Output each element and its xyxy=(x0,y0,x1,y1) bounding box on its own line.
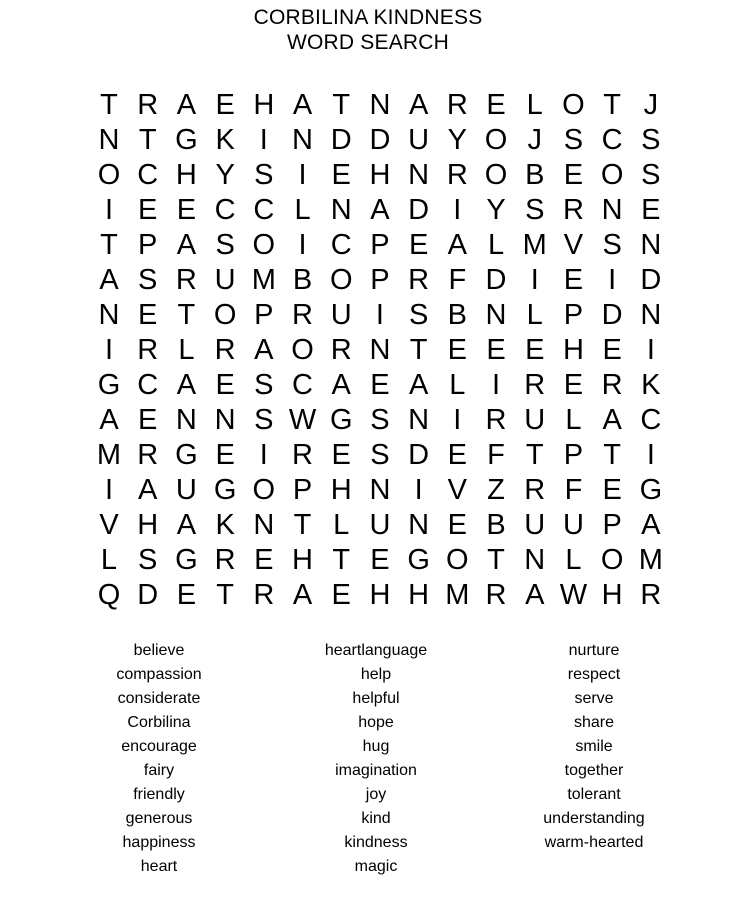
grid-letter[interactable]: U xyxy=(369,509,391,541)
grid-letter[interactable]: I xyxy=(453,194,462,226)
letter-grid xyxy=(94,88,666,613)
grid-letter[interactable]: S xyxy=(641,159,661,191)
grid-letter[interactable]: E xyxy=(447,439,467,471)
grid-letter[interactable]: L xyxy=(487,229,505,261)
grid-letter[interactable]: T xyxy=(603,89,621,121)
grid-letter[interactable]: U xyxy=(524,404,546,436)
grid-letter[interactable]: R xyxy=(292,299,313,331)
grid-letter[interactable]: O xyxy=(600,159,624,191)
grid-letter[interactable]: I xyxy=(259,439,268,471)
grid-letter[interactable]: E xyxy=(254,544,274,576)
grid-row xyxy=(94,543,666,578)
page-title: CORBILINA KINDNESS xyxy=(253,6,483,29)
grid-letter[interactable]: P xyxy=(292,474,313,506)
grid-letter[interactable]: K xyxy=(215,124,235,156)
grid-letter[interactable]: R xyxy=(408,264,430,296)
grid-letter[interactable]: S xyxy=(254,404,274,436)
grid-letter[interactable]: G xyxy=(175,439,198,471)
grid-letter[interactable]: I xyxy=(646,334,655,366)
grid-letter[interactable]: L xyxy=(178,334,195,366)
grid-letter[interactable]: H xyxy=(330,474,352,506)
word-list-item: nurture xyxy=(568,642,620,659)
grid-letter[interactable]: E xyxy=(408,229,429,261)
grid-letter[interactable]: M xyxy=(445,579,470,611)
word-list-item: considerate xyxy=(117,690,201,707)
grid-letter[interactable]: N xyxy=(640,299,662,331)
grid-letter[interactable]: P xyxy=(563,299,584,331)
grid-letter[interactable]: N xyxy=(292,124,313,156)
grid-letter[interactable]: U xyxy=(562,509,584,541)
grid-letter[interactable]: G xyxy=(639,474,663,506)
page-subtitle: WORD SEARCH xyxy=(286,31,450,54)
word-list-item: smile xyxy=(575,738,613,755)
grid-letter[interactable]: A xyxy=(138,474,158,506)
grid-letter[interactable]: M xyxy=(638,544,663,576)
grid-letter[interactable]: Y xyxy=(486,194,506,226)
word-list-item: heart xyxy=(140,858,178,875)
grid-letter[interactable]: W xyxy=(559,579,588,611)
grid-letter[interactable]: C xyxy=(253,194,275,226)
grid-letter[interactable]: A xyxy=(602,404,622,436)
grid-letter[interactable]: A xyxy=(292,89,313,121)
grid-letter[interactable]: E xyxy=(215,369,235,401)
grid-letter[interactable]: R xyxy=(175,264,197,296)
grid-letter[interactable]: R xyxy=(292,439,313,471)
grid-letter[interactable]: E xyxy=(370,369,390,401)
grid-letter[interactable]: C xyxy=(137,159,159,191)
word-list-item: understanding xyxy=(543,810,645,827)
grid-letter[interactable]: S xyxy=(602,229,622,261)
grid-letter[interactable]: P xyxy=(370,264,390,296)
word-list-item: share xyxy=(573,714,615,731)
word-list-item: warm-hearted xyxy=(544,834,644,851)
grid-letter[interactable]: U xyxy=(214,264,236,296)
grid-letter[interactable]: N xyxy=(524,544,546,576)
grid-letter[interactable]: P xyxy=(254,299,274,331)
grid-letter[interactable]: S xyxy=(138,264,158,296)
grid-letter[interactable]: G xyxy=(329,404,353,436)
grid-letter[interactable]: G xyxy=(213,474,237,506)
word-list-item: imagination xyxy=(335,762,417,779)
grid-letter[interactable]: A xyxy=(525,579,545,611)
word-list-item: helpful xyxy=(352,690,400,707)
grid-letter[interactable]: U xyxy=(175,474,197,506)
grid-letter[interactable]: C xyxy=(137,369,159,401)
word-list-item: tolerant xyxy=(567,786,621,803)
word-list-item: fairy xyxy=(143,762,175,779)
grid-letter[interactable]: E xyxy=(138,299,158,331)
grid-letter[interactable]: B xyxy=(292,264,313,296)
grid-letter[interactable]: Y xyxy=(215,159,235,191)
grid-letter[interactable]: A xyxy=(176,509,197,541)
grid-letter[interactable]: I xyxy=(453,404,462,436)
grid-letter[interactable]: O xyxy=(562,89,585,121)
grid-letter[interactable]: N xyxy=(175,404,197,436)
word-list-item: Corbilina xyxy=(127,714,191,731)
grid-letter[interactable]: B xyxy=(486,509,506,541)
grid-row xyxy=(94,333,666,368)
grid-row xyxy=(94,578,666,613)
word-list-item: magic xyxy=(354,858,398,875)
grid-letter[interactable]: E xyxy=(602,334,622,366)
grid-letter[interactable]: N xyxy=(408,509,430,541)
grid-letter[interactable]: A xyxy=(447,229,467,261)
grid-letter[interactable]: O xyxy=(291,334,314,366)
grid-letter[interactable]: I xyxy=(259,124,268,156)
word-list-item: hug xyxy=(362,738,390,755)
grid-letter[interactable]: S xyxy=(525,194,545,226)
grid-letter[interactable]: E xyxy=(486,334,506,366)
grid-letter[interactable]: F xyxy=(564,474,583,506)
grid-letter[interactable]: A xyxy=(331,369,351,401)
grid-letter[interactable]: S xyxy=(408,299,429,331)
grid-letter[interactable]: N xyxy=(369,89,391,121)
grid-row xyxy=(94,473,666,508)
word-list-item: friendly xyxy=(133,786,185,803)
grid-letter[interactable]: A xyxy=(99,264,119,296)
grid-letter[interactable]: L xyxy=(449,369,466,401)
grid-letter[interactable]: E xyxy=(486,89,506,121)
grid-letter[interactable]: A xyxy=(176,89,197,121)
grid-letter[interactable]: O xyxy=(446,544,469,576)
grid-letter[interactable]: A xyxy=(370,194,390,226)
grid-letter[interactable]: T xyxy=(293,509,312,541)
grid-letter[interactable]: S xyxy=(254,159,274,191)
grid-letter[interactable]: R xyxy=(524,474,546,506)
grid-letter[interactable]: G xyxy=(175,544,198,576)
grid-letter[interactable]: U xyxy=(408,124,430,156)
grid-letter[interactable]: W xyxy=(288,404,317,436)
grid-letter[interactable]: D xyxy=(369,124,391,156)
grid-letter[interactable]: J xyxy=(643,89,659,121)
grid-letter[interactable]: R xyxy=(640,579,662,611)
grid-letter[interactable]: I xyxy=(646,439,655,471)
grid-letter[interactable]: A xyxy=(176,369,197,401)
word-list-column-2 xyxy=(276,639,476,879)
word-list-item: hope xyxy=(358,714,394,731)
grid-letter[interactable]: N xyxy=(253,509,275,541)
word-list-item: generous xyxy=(125,810,193,827)
grid-letter[interactable]: T xyxy=(216,579,234,611)
grid-letter[interactable]: E xyxy=(447,334,467,366)
grid-letter[interactable]: H xyxy=(292,544,313,576)
grid-letter[interactable]: P xyxy=(370,229,390,261)
grid-letter[interactable]: T xyxy=(138,124,157,156)
grid-letter[interactable]: N xyxy=(369,474,391,506)
grid-letter[interactable]: E xyxy=(138,404,158,436)
grid-letter[interactable]: A xyxy=(292,579,313,611)
grid-letter[interactable]: M xyxy=(251,264,276,296)
grid-row xyxy=(94,438,666,473)
grid-letter[interactable]: I xyxy=(298,159,307,191)
grid-letter[interactable]: L xyxy=(100,544,118,576)
grid-letter[interactable]: N xyxy=(98,299,120,331)
word-list-item: kind xyxy=(361,810,391,827)
grid-letter[interactable]: E xyxy=(525,334,545,366)
grid-row xyxy=(94,508,666,543)
grid-letter[interactable]: N xyxy=(408,404,430,436)
grid-row xyxy=(94,123,666,158)
grid-letter[interactable]: S xyxy=(215,229,235,261)
grid-row xyxy=(94,88,666,123)
grid-letter[interactable]: Z xyxy=(487,474,505,506)
grid-letter[interactable]: S xyxy=(370,439,390,471)
grid-letter[interactable]: D xyxy=(640,264,662,296)
grid-letter[interactable]: D xyxy=(408,439,430,471)
grid-letter[interactable]: V xyxy=(563,229,584,261)
grid-letter[interactable]: E xyxy=(602,474,622,506)
grid-letter[interactable]: O xyxy=(484,159,508,191)
grid-letter[interactable]: C xyxy=(640,404,662,436)
grid-letter[interactable]: V xyxy=(447,474,467,506)
grid-letter[interactable]: G xyxy=(97,369,121,401)
grid-row xyxy=(94,263,666,298)
grid-letter[interactable]: C xyxy=(330,229,352,261)
grid-letter[interactable]: D xyxy=(485,264,507,296)
grid-letter[interactable]: R xyxy=(562,194,584,226)
grid-letter[interactable]: H xyxy=(137,509,159,541)
grid-letter[interactable]: O xyxy=(252,474,276,506)
word-list-column-3 xyxy=(494,639,694,855)
grid-letter[interactable]: T xyxy=(332,89,351,121)
grid-letter[interactable]: U xyxy=(330,299,352,331)
grid-letter[interactable]: L xyxy=(526,299,543,331)
grid-letter[interactable]: R xyxy=(446,159,468,191)
grid-letter[interactable]: N xyxy=(640,229,662,261)
grid-letter[interactable]: S xyxy=(563,124,584,156)
grid-letter[interactable]: D xyxy=(601,299,623,331)
grid-letter[interactable]: C xyxy=(214,194,236,226)
word-list xyxy=(0,639,736,889)
grid-letter[interactable]: B xyxy=(525,159,545,191)
grid-letter[interactable]: N xyxy=(485,299,507,331)
grid-letter[interactable]: R xyxy=(137,439,159,471)
grid-letter[interactable]: T xyxy=(487,544,505,576)
grid-letter[interactable]: N xyxy=(214,404,236,436)
word-list-column-1 xyxy=(59,639,259,879)
grid-letter[interactable]: C xyxy=(601,124,623,156)
grid-row xyxy=(94,193,666,228)
grid-letter[interactable]: I xyxy=(104,194,114,226)
grid-letter[interactable]: R xyxy=(214,334,236,366)
grid-letter[interactable]: E xyxy=(176,194,197,226)
grid-letter[interactable]: N xyxy=(408,159,430,191)
grid-letter[interactable]: H xyxy=(562,334,584,366)
grid-letter[interactable]: D xyxy=(137,579,159,611)
grid-letter[interactable]: N xyxy=(601,194,623,226)
grid-letter[interactable]: Q xyxy=(97,579,121,611)
grid-row xyxy=(94,228,666,263)
word-list-item: heartlanguage xyxy=(324,642,428,659)
grid-letter[interactable]: R xyxy=(137,89,159,121)
grid-letter[interactable]: S xyxy=(138,544,158,576)
grid-letter[interactable]: A xyxy=(176,229,197,261)
grid-letter[interactable]: M xyxy=(96,439,122,471)
grid-letter[interactable]: T xyxy=(525,439,544,471)
grid-letter[interactable]: K xyxy=(641,369,661,401)
grid-letter[interactable]: T xyxy=(332,544,351,576)
grid-row xyxy=(94,158,666,193)
word-list-item: together xyxy=(564,762,624,779)
grid-letter[interactable]: G xyxy=(407,544,430,576)
grid-letter[interactable]: V xyxy=(99,509,119,541)
grid-letter[interactable]: R xyxy=(137,334,159,366)
grid-letter[interactable]: I xyxy=(298,229,307,261)
grid-letter[interactable]: Y xyxy=(447,124,467,156)
grid-letter[interactable]: O xyxy=(600,544,624,576)
grid-letter[interactable]: N xyxy=(330,194,352,226)
grid-letter[interactable]: T xyxy=(100,89,118,121)
grid-letter[interactable]: T xyxy=(603,439,621,471)
grid-letter[interactable]: L xyxy=(565,544,582,576)
grid-letter[interactable]: A xyxy=(408,369,429,401)
grid-letter[interactable]: A xyxy=(99,404,119,436)
grid-row xyxy=(94,403,666,438)
grid-letter[interactable]: A xyxy=(408,89,429,121)
grid-letter[interactable]: O xyxy=(329,264,353,296)
grid-letter[interactable]: R xyxy=(214,544,236,576)
grid-letter[interactable]: H xyxy=(175,159,197,191)
grid-letter[interactable]: I xyxy=(530,264,539,296)
grid-letter[interactable]: G xyxy=(175,124,198,156)
grid-letter[interactable]: P xyxy=(138,229,158,261)
grid-letter[interactable]: E xyxy=(331,159,351,191)
grid-letter[interactable]: I xyxy=(104,334,114,366)
grid-letter[interactable]: A xyxy=(641,509,661,541)
grid-letter[interactable]: H xyxy=(408,579,430,611)
grid-letter[interactable]: E xyxy=(563,159,584,191)
grid-letter[interactable]: L xyxy=(294,194,311,226)
grid-letter[interactable]: F xyxy=(487,439,505,471)
grid-row xyxy=(94,368,666,403)
grid-letter[interactable]: P xyxy=(563,439,584,471)
grid-letter[interactable]: H xyxy=(253,89,275,121)
word-list-item: joy xyxy=(365,786,387,803)
word-list-item: respect xyxy=(567,666,621,683)
grid-letter[interactable]: E xyxy=(331,579,351,611)
grid-letter[interactable]: E xyxy=(370,544,390,576)
grid-letter[interactable]: I xyxy=(104,474,114,506)
grid-letter[interactable]: R xyxy=(485,404,507,436)
grid-letter[interactable]: O xyxy=(97,159,121,191)
word-list-item: serve xyxy=(574,690,614,707)
grid-letter[interactable]: L xyxy=(526,89,543,121)
grid-letter[interactable]: T xyxy=(409,334,428,366)
grid-letter[interactable]: N xyxy=(369,334,391,366)
grid-letter[interactable]: D xyxy=(330,124,352,156)
grid-letter[interactable]: U xyxy=(524,509,546,541)
grid-letter[interactable]: E xyxy=(138,194,158,226)
grid-letter[interactable]: T xyxy=(100,229,118,261)
word-list-item: happiness xyxy=(122,834,196,851)
grid-letter[interactable]: E xyxy=(331,439,351,471)
grid-letter[interactable]: E xyxy=(563,264,584,296)
grid-letter[interactable]: F xyxy=(448,264,467,296)
grid-letter[interactable]: P xyxy=(602,509,622,541)
grid-letter[interactable]: E xyxy=(563,369,584,401)
word-list-item: help xyxy=(360,666,392,683)
grid-letter[interactable]: R xyxy=(253,579,275,611)
grid-row xyxy=(94,298,666,333)
grid-letter[interactable]: S xyxy=(641,124,661,156)
grid-letter[interactable]: S xyxy=(254,369,274,401)
grid-letter[interactable]: H xyxy=(369,579,391,611)
grid-letter[interactable]: R xyxy=(524,369,546,401)
grid-letter[interactable]: D xyxy=(408,194,430,226)
grid-letter[interactable]: I xyxy=(608,264,617,296)
grid-letter[interactable]: H xyxy=(601,579,623,611)
grid-letter[interactable]: E xyxy=(215,89,235,121)
grid-letter[interactable]: N xyxy=(98,124,120,156)
grid-letter[interactable]: L xyxy=(333,509,350,541)
grid-letter[interactable]: O xyxy=(484,124,508,156)
grid-letter[interactable]: E xyxy=(641,194,661,226)
grid-letter[interactable]: C xyxy=(292,369,313,401)
grid-letter[interactable]: O xyxy=(252,229,276,261)
grid-letter[interactable]: R xyxy=(446,89,468,121)
grid-letter[interactable]: E xyxy=(447,509,467,541)
grid-letter[interactable]: M xyxy=(522,229,547,261)
grid-letter[interactable]: E xyxy=(176,579,197,611)
grid-letter[interactable]: R xyxy=(330,334,352,366)
grid-letter[interactable]: T xyxy=(177,299,196,331)
grid-letter[interactable]: J xyxy=(527,124,542,156)
grid-letter[interactable]: O xyxy=(213,299,237,331)
grid-letter[interactable]: R xyxy=(601,369,623,401)
word-list-item: believe xyxy=(133,642,185,659)
grid-letter[interactable]: S xyxy=(370,404,390,436)
grid-letter[interactable]: B xyxy=(447,299,467,331)
word-list-item: encourage xyxy=(121,738,197,755)
grid-letter[interactable]: H xyxy=(369,159,391,191)
grid-letter[interactable]: I xyxy=(375,299,384,331)
word-list-item: compassion xyxy=(116,666,202,683)
grid-letter[interactable]: L xyxy=(565,404,582,436)
grid-letter[interactable]: K xyxy=(215,509,235,541)
grid-letter[interactable]: A xyxy=(254,334,274,366)
grid-letter[interactable]: I xyxy=(414,474,423,506)
grid-letter[interactable]: R xyxy=(485,579,507,611)
grid-letter[interactable]: I xyxy=(492,369,501,401)
word-list-item: kindness xyxy=(344,834,408,851)
grid-letter[interactable]: E xyxy=(215,439,235,471)
